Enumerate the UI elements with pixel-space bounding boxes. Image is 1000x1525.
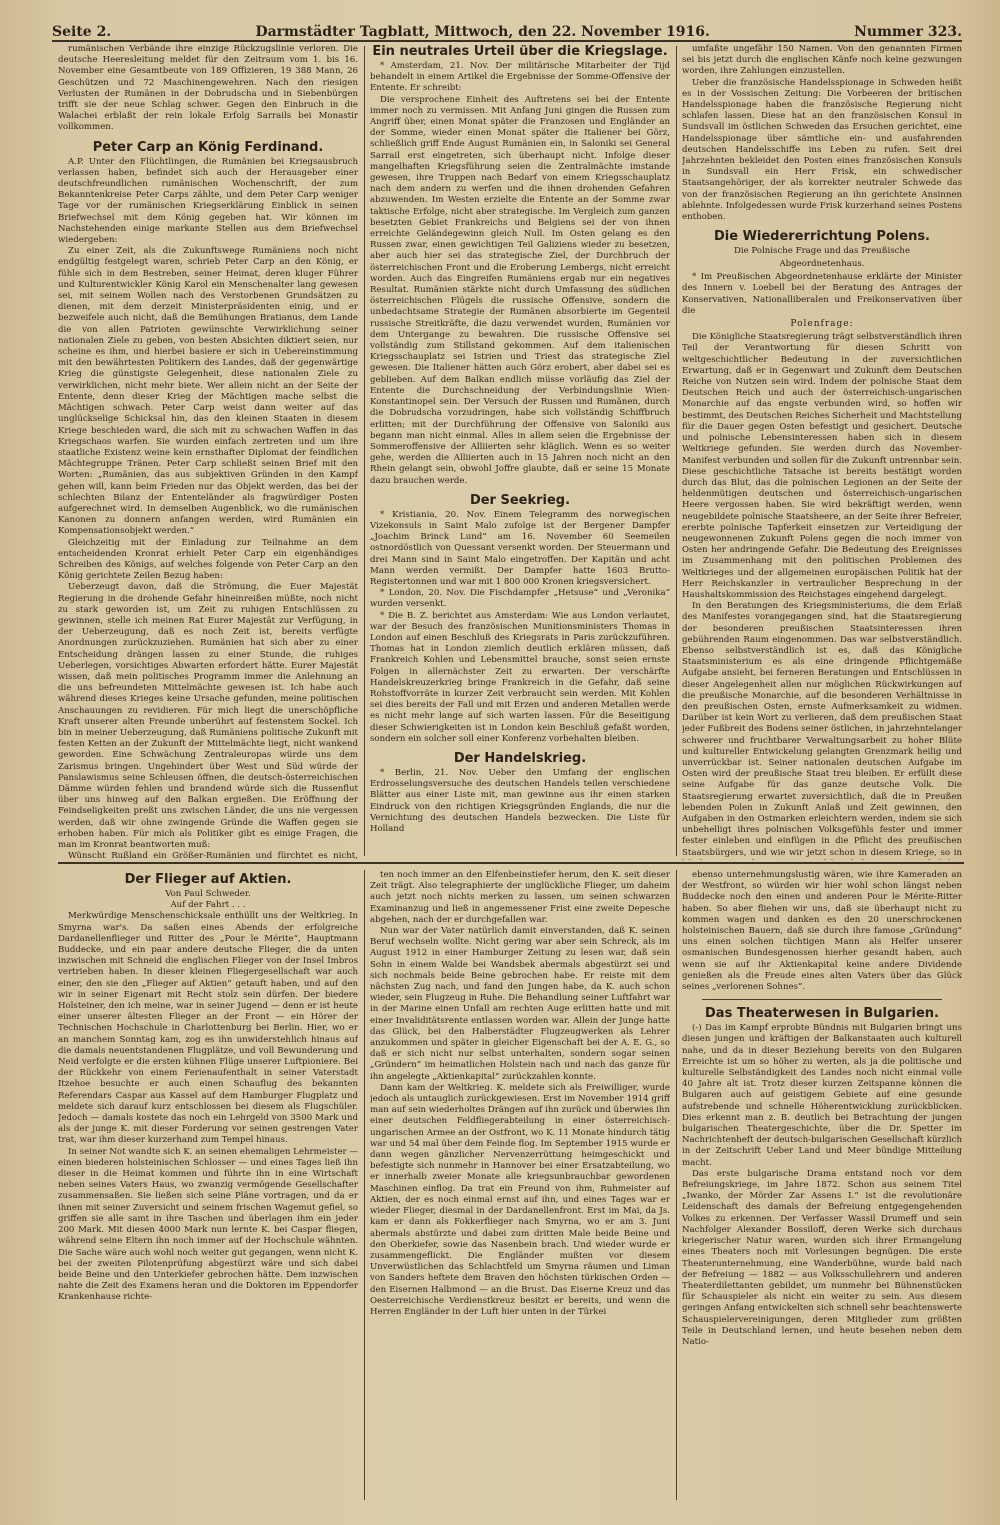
column-3 bbox=[682, 44, 962, 860]
paragraph: In seiner Not wandte sich K. an seinen ehemaligen Lehrmeister — einen biederen holsteinischen Schlosser — und eines Tages ließ ihn dieser in die Heimat kommen und führte ihn in eine Wirtschaft neben seines Vaters Haus, wo zwanzig vermögende Gesellschafter zusammensaßen. Sie ließen sich seine Pläne vortragen, und da er ihnen mit seiner Zuversicht und seinem frischen Wagemut gefiel, so griffen sie alle samt in ihre Taschen und überlagen ihm ein jeder 200 Mark. Mit diesen 4000 Mark nun lernte K. bei Caspar fliegen, während seine Eltern ihn noch immer auf der Hochschule wähnten. Die Sache wäre auch wohl noch weiter gut gegangen, wenn nicht K. bei der zweiten Pilotenprüfung abgestürzt wäre und sich dabei beide Beine und den Unterkiefer gebrochen hätte. Dem inzwischen nahte die Zeit des Examens heran und die Doktoren im Eppendorfer Krankenhause richte- bbox=[58, 1146, 358, 1303]
headline-naval-war: Der Seekrieg. bbox=[469, 492, 571, 508]
paragraph: * Die B. Z. berichtet aus Amsterdam: Wie aus London verlautet, war der Besuch des französischen Munitionsministers Thomas in London auf einen Beschluß des Kriegsrats in Paris zurückzuführen. Thomas hat in London ziemlich deutlich erklären müssen, daß Frankreich Kohlen und Lebensmittel brauche, sonst seien ernste Folgen in allernächster Zeit zu erwarten. Der verschärfte Handelskreuzerkrieg bringe Frankreich in die Gefahr, daß seine Rohstoffvorräte in kurzer Zeit verbraucht sein werden. Mit Kohlen sei dies bereits der Fall und mit Erzen und anderen Metallen werde es nicht mehr lange auf sich warten lassen. Für die Beseitigung dieser Schwierigkeiten ist in London kein Beschluß gefaßt worden, sondern ein solcher soll einer Konferenz vorbehalten bleiben. bbox=[370, 610, 670, 744]
paragraph: Ueberzeugt davon, daß die Strömung, die Euer Majestät Regierung in die drohende Gefahr hineinreißen müßte, noch nicht zu stark geworden ist, um Zeit zu ruhigen Entschlüssen zu gewinnen, stelle ich meinen Rat Eurer Majestät zur Verfügung, in der Ueberzeugung, daß es noch Zeit ist, bereits verfügte Anordnungen zurückzuziehen. Rumänien hat sich aber zu einer Entscheidung drängen lassen zu einer Stunde, die ruhiges Ueberlegen, vorsichtiges Abwarten erfordert hätte. Eurer Majestät wissen, daß mein politisches Programm immer die Anlehnung an die uns befreundeten Mittelmächte gewesen ist. Ich habe auch während dieses Krieges keine Ursache gefunden, meine politischen Anschauungen zu revidieren. Für mich liegt die unerschöpfliche Kraft unserer alten Freunde unberührt auf festenstem Sockel. Ich bin in meiner Ueberzeugung, daß Rumäniens politische Zukunft mit festen Ketten an der Zukunft der Mittelmächte liegt, nicht wankend geworden. Eine Schwächung Zentraleuropas würde uns dem Zarismus bringen. Ungehindert über West und Süd würde der Panslawismus seine Schleusen öffnen, die deutsch-österreichischen Dämme würden fehlen und brandend würde sich die Russenflut über uns hinweg auf den Balkan ergießen. Die Eröffnung der Feindseligkeiten preßt uns zwischen Länder, die uns nie vergessen werden, daß wir ohne zwingende Gründe die Waffen gegen sie erhoben haben. Für mich als Politiker gibt es einige Fragen, die man im Kronrat beantworten muß: bbox=[58, 582, 358, 851]
paragraph: Gleichzeitig mit der Einladung zur Teilnahme an dem entscheidenden Kronrat erhielt Peter Carp ein eigenhändiges Schreiben des Königs, auf welches folgende von Peter Carp an den König gerichtete Zeilen Bezug haben: bbox=[58, 537, 358, 582]
column-rule bbox=[364, 870, 365, 1500]
subheading: Auf der Fahrt . . . bbox=[170, 900, 246, 911]
paragraph: ebenso unternehmungslustig wären, wie ihre Kameraden an der Westfront, so würden wir hier wohl schon längst neben Buddecke noch den einen und anderen Pour le Mérite-Ritter haben. So aber fliehen wir uns, daß sie überhaupt nicht zu kommen wagen und danken es den 20 unerschrockenen holsteinischen Bauern, daß sie durch ihre famose „Gründung“ uns einen solchen tüchtigen Mann als Helfer unserer osmanischen Bundesgenossen hierher gesandt haben, auch wenn sie auf ihr Aktienkapital keine andere Dividende genießen als die Freude eines alten Vaters über das Glück seines „verlorenen Sohnes“. bbox=[682, 870, 962, 993]
paragraph: A.P. Unter den Flüchtlingen, die Rumänien bei Kriegsausbruch verlassen haben, befindet sich auch der Herausgeber einer deutschfreundlichen rumänischen Wochenschrift, der zum Bekanntenkreise Peter Carps zählte, und dem Peter Carp weniger Tage vor der rumänischen Kriegserklärung Einblick in seinen Briefwechsel mit dem König gegeben hat. Wir können im Nachstehenden einige markante Stellen aus dem Briefwechsel wiedergeben: bbox=[58, 156, 358, 246]
paragraph: * Kristiania, 20. Nov. Einem Telegramm des norwegischen Vizekonsuls in Saint Malo zufolge ist der Bergener Dampfer „Joachim Brinck Lund“ am 16. November 60 Seemeilen ostnordöstlich von Quessant versenkt worden. Der Steuermann und drei Mann sind in Saint Malo eingetroffen. Der Kapitän und acht Mann werden vermißt. Der Dampfer hatte 1603 Brutto-Registertonnen und war mit 1 800 000 Kronen kriegsversichert. bbox=[370, 509, 670, 587]
headline-neutral-judgment: Ein neutrales Urteil über die Kriegslage. bbox=[372, 44, 668, 59]
issue-number: Nummer 323. bbox=[854, 24, 962, 40]
column-2 bbox=[370, 44, 670, 860]
paragraph: Die Königliche Staatsregierung trägt selbstverständlich ihren Teil der Verantwortung für diesen Schritt von weltgeschichtlicher Bedeutung in der zuversichtlichen Erwartung, daß er in Gegenwart und Zukunft dem Deutschen Reiche von Nutzen sein wird. Indem der polnische Staat dem Deutschen Reich und auch der österreichisch-ungarischen Monarchie auf das engste verbunden wird, so hoffen wir bestimmt, des Deutschen Reiches Sicherheit und Machtstellung für die Dauer gegen Osten befestigt und gesichert. Deutsche und polnische Lebensinteressen haben sich in diesem Weltkriege gefunden. Sie werden durch das November-Manifest verbunden und sollen für die Zukunft untrennbar sein. Diese geschichtliche Tatsache ist bereits bestätigt worden durch das Blut, das die polnischen Legionen an der Seite der heldenmütigen deutschen und österreichisch-ungarischen Heere vergossen haben. Sie wird bekräftigt werden, wenn neugebildete polnische Staatsheere, an der Seite ihrer Befreier, ererbte polnische Tapferkeit einsetzen zur Verteidigung der neugewonnenen Zukunft Polens gegen die noch immer von Osten her andringende Gefahr. Die Bedeutung des Ereignisses im Zusammenhang mit den politischen Problemen des Weltkrieges und der allgemeinen europäischen Politik hat der Herr Reichskanzler in vertraulicher Besprechung in der Haushaltskommission des Reichstages eingehend dargelegt. bbox=[682, 332, 962, 600]
headline-bulgarian-theater: Das Theaterwesen in Bulgarien. bbox=[705, 1006, 939, 1022]
paragraph: Zu einer Zeit, als die Zukunftswege Rumäniens noch nicht endgültig festgelegt waren, schrieb Peter Carp an den König, er fühle sich in dem Bestreben, seiner Heimat, deren kluger Führer und Kulturentwickler König Karol ein Menschenalter lang gewesen sei, mit seinem Wollen nach des Verstorbenen Grundsätzen zu dienen, mit dem derzeit Ministerpräsidenten einig, und er bezweifele auch nicht, daß die Bemühungen Bratianus, dem Lande die von allen Patrioten gewünschte Verwirklichung seiner nationalen Ziele zu geben, von besten Absichten diktiert seien, nur scheine es ihm, und hierbei basiere er sich in Uebereinstimmung mit den bewährtesten Politikern des Landes, daß der gegenwärtige Krieg die günstigste Gelegenheit, diese nationalen Ziele zu verwirklichen, nicht mehr biete. Wer allein nicht an der Seite der Entente, denn dieser Krieg der Mächtigen mache selbst die Mächtigen schwach. Peter Carp weist dann weiter auf das unglückselige Schicksal hin, das den kleinen Staaten in diesem Kriege beschieden ward, die sich mit zu schwachen Waffen in das Kriegschaos warfen. Sie wurden einfach zertreten und um ihre staatliche Existenz weine kein ernsthafter Diplomat der feindlichen Mächtegruppe Tränen. Peter Carp schließt seinen Brief mit den Worten: „Rumänien, das aus subjektiven Gründen in den Kampf gehen will, kann beim Frieden nur das Objekt werden, das bei der schlechten Bilanz der Ententeländer als fragwürdiger Posten aufgerechnet wird. In demselben Augenblick, wo die rumänischen Kanonen zu donnern anfangen werden, wird Rumänien ein Kompensationsobjekt werden.“ bbox=[58, 246, 358, 537]
paragraph: Wünscht Rußland ein Größer-Rumänien und fürchtet es nicht, bbox=[68, 851, 358, 860]
feuilleton-column-3 bbox=[682, 870, 962, 1510]
subheadline: Die Polnische Frage und das Preußische bbox=[733, 246, 911, 257]
byline: Von Paul Schweder. bbox=[165, 889, 251, 899]
paragraph: Das erste bulgarische Drama entstand noch vor dem Befreiungskriege, im Jahre 1872. Schon aus seinem Titel „Iwanko, der Mörder Zar Assens I.“ ist die revolutionäre Leidenschaft des damals der Befreiung entgegengehenden Volkes zu erkennen. Der Verfasser Wassil Drumeff und sein Nachfolger Alexander Bossiloff, deren Werke sich durchaus kriegerischer Natur waren, wurden sich ihrer Ermangelung eines Theaters noch mit Vorlesungen begnügen. Die erste Theaterunternehmung, eine Wanderbühne, wurde bald nach der Befreiung — 1882 — aus Volksschullehrern und anderen Theaterdilettanten gebildet, um nunmehr bei Bühnenstücken für Schauspieler als nicht ein weiter zu sein. Aus diesem geringen Anfang entwickelten sich schnell sehr beachtenswerte Schauspielervereinigungen, deren Mitglieder zum größten Teile in Deutschland lernen, und heute besehen neben dem Natio- bbox=[682, 1168, 962, 1347]
headline-peter-carp: Peter Carp an König Ferdinand. bbox=[92, 139, 324, 155]
paragraph: umfaßte ungefähr 150 Namen. Von den genannten Firmen sei bis jetzt durch die englischen Känfe noch keine gezwungen worden, ihre Zahlungen einzustellen. bbox=[682, 44, 962, 77]
paragraph: ten noch immer an den Elfenbeinstiefer herum, den K. seit dieser Zeit trägt. Also telegraphierte der unglückliche Flieger, um daheim auch jetzt noch nichts merken zu lassen, um seinen schwarzen Examinanzug und ließ in angemessener Frist eine zweite Depesche abgehen, nach der er durchgefallen war. bbox=[370, 870, 670, 925]
column-1 bbox=[58, 44, 358, 860]
separator bbox=[702, 999, 942, 1000]
feuilleton-column-2 bbox=[370, 870, 670, 1510]
masthead bbox=[52, 14, 962, 42]
subheadline: Abgeordnetenhaus. bbox=[779, 259, 865, 270]
paragraph: Dann kam der Weltkrieg. K. meldete sich als Freiwilliger, wurde jedoch als untauglich zurückgewiesen. Erst im November 1914 griff man auf sein wiederholtes Drängen auf ihn zurück und überwies ihn einer deutschen Feldfliegerabteilung in einer österreichisch-ungarischen Armee an der Ostfront, wo K. 11 Monate hindurch tätig war und 54 mal über dem Feinde flog. Im September 1915 wurde er dann wegen gänzlicher Nervenzerrüttung heimgeschickt und befestigte sich nunmehr in Hannover bei einer Ersatzabteilung, wo er innerhalb zweier Monate alle kriegsunbrauchbar gewordenen Maschinen einflog. Da trat ein Freund von ihm, Ruhmeister auf Aktien, der es noch einmal ernst auf ihn, und eines Tages war er wieder Flieger, diesmal in der Dardanellenfront. Erst im Mai, da Js. kam er dann als Fokkerflieger nach Smyrna, wo er am 3. Juni abermals abstürzte und dabei zum dritten Male beide Beine und den Oberkiefer, sowie das Nasenbein brach. Und wieder wurde er zusammengeflickt. Die Engländer mußten vor diesem Unverwüstlichen das Schlachtfeld um Smyrna räumen und Liman von Sanders heftete dem Braven den höchsten türkischen Orden — den Eisernen Halbmond — an die Brust. Das Eiserne Kreuz und das Oesterreichische Verdienstkreuz besitzt er bereits, und wenn die Herren Engländer in der Luft hier unten in der Türkei bbox=[370, 1082, 670, 1317]
paragraph: Merkwürdige Menschenschicksale enthüllt uns der Weltkrieg. In Smyrna war's. Da saßen eines Abends der erfolgreiche Dardanellenflieger und Ritter des „Pour le Mérite“, Hauptmann Buddecke, und ein paar andere deutsche Flieger, die da unten inzwischen mit Schneid die englischen Flieger von der Insel Imbros vertrieben haben. In dieser kleinen Fliegergesellschaft war auch einer, den sie den „Flieger auf Aktien“ getauft haben, und auf den wir in seiner Eigenart mit Recht stolz sein dürfen. Der biedere Holsteiner, den ich meine, war in seiner Jugend — denn er ist heute einer unserer ältesten Flieger an der Front — ein Hörer der Technischen Hochschule in Charlottenburg bei Berlin. Hier, wo er an manchem Sonntag kam, zog es ihn unwiderstehlich hinaus auf die damals neuentstandenen Flugplätze, und voll Bewunderung und Neid verfolgte er die ersten kühnen Flüge unserer Luftpioniere. Bei der Rückkehr von einem Ferienaufenthalt in seiner Vaterstadt Itzehoe besuchte er auch einen Schauflug des bekannten Referendars Caspar aus Kassel auf dem Hamburger Flugplatz und meldete sich darauf kurz entschlossen bei diesem als Flugschüler. Jedoch — damals kostete das noch ein Lehrgeld von 3500 Mark und als der junge K. mit dieser Forderung vor seinen gestrengen Vater trat, war ihm dieser kurzerhand zum Tempel hinaus. bbox=[58, 911, 358, 1146]
column-rule bbox=[676, 870, 677, 1500]
paragraph: (-) Das im Kampf erprobte Bündnis mit Bulgarien bringt uns diesen jungen und kräftigen der Balkanstaaten auch kulturell nahe, und da in dieser Beziehung bereits von den Bulgaren Erreichte ist um so höher zu werten, als ja die politische und kulturelle Selbständigkeit des Landes noch nicht einmal volle 40 Jahre alt ist. Trotz dieser kurzen Zeitspanne können die Bulgaren auch auf geistigem Gebiete auf eine gesunde aufstrebende und schnelle Höherentwicklung zurückblicken. Dies erkennt man z. B. deutlich bei Betrachtung der jungen bulgarischen Theatergeschichte, über die Dr. Spetter im Nachrichtenheft der deutsch-bulgarischen Gesellschaft kürzlich in der Zeitschrift Ueber Land und Meer bündige Mitteilung macht. bbox=[682, 1023, 962, 1168]
article-continuation: rumänischen Verbände ihre einzige Rückzugslinie verloren. Die deutsche Heeresleitung meldet für den Zeitraum vom 1. bis 16. November eine Gesamtbeute von 189 Offizieren, 19 388 Mann, 26 Geschützen und 72 Maschinengewehren. Nach den riesigen Verlusten der Rumänen in der Dobrudscha und in Siebenbürgen trifft sie der neue Schlag schwer. Gegen den Einbruch in die Walachei erblaßt der rein lokale Erfolg Sarrails bei Monastir vollkommen. bbox=[58, 44, 358, 133]
section-heading: Polenfrage: bbox=[790, 319, 854, 330]
paragraph: * Berlin, 21. Nov. Ueber den Umfang der englischen Erdrosselungsversuche des deutschen Handels teilen verschiedene Blätter aus einer Liste mit, man gewinne aus ihr einen starken Eindruck von den richtigen Kriegsgründen Englands, die nur die Vernichtung des deutschen Handels bezwecken. Die Liste für Holland bbox=[370, 767, 670, 834]
feuilleton-rule bbox=[58, 862, 964, 864]
paragraph: * Amsterdam, 21. Nov. Der militärische Mitarbeiter der Tijd behandelt in einem Artikel die Ergebnisse der Somme-Offensive der Entente. Er schreibt: bbox=[370, 61, 670, 94]
column-rule bbox=[676, 46, 677, 856]
headline-flyer-shares: Der Flieger auf Aktien. bbox=[124, 872, 292, 887]
paragraph: Die versprochene Einheit des Auftretens sei bei der Entente immer noch zu vermissen. Mit Anfang Juni gingen die Russen zum Angriff über, einen Monat später die Franzosen und Engländer an der Somme, wieder einen Monat später die Italiener bei Görz, schließlich griff Ende August Rumänien ein, in Saloniki sei General Sarrail erst eingetreten, sich überhaupt nicht. Infolge dieser mangelhaften Kriegsführung seien die Zentralmächte imstande gewesen, ihre Truppen nach Bedarf von einem Kriegsschauplatz nach dem andern zu werfen und die ihnen drohenden Gefahren abzuwenden. Im Westen erzielte die Entente an der Somme zwar taktische Erfolge, nicht aber strategische. Im Vergleich zum ganzen besetzten Gebiet Frankreichs und Belgiens sei der von ihnen erreichte Geländegewinn gleich Null. Im Osten gelang es den Russen zwar, einen gewichtigen Teil Galiziens wieder zu besetzen, aber auch hier sei das strategische Ziel, der Durchbruch der österreichischen Front und die Eroberung Lembergs, nicht erreicht worden. Auch das Eingreifen Rumäniens ergab nur ein negatives Resultat. Rumänien stärkte nicht durch Umfassung des südlichen österreichischen Flügels die russische Offensive, sondern die unbedachtsame Strategie der Rumänen absorbierte im Gegenteil russische Streitkräfte, die dazu verwendet wurden, Rumänien vor dem Untergange zu bewahren. Die russische Offensive sei vollständig zum Stillstand gekommen. Auf dem italienischen Kriegsschauplatz sei Istrien und Triest das strategische Ziel gewesen. Die Italiener hätten auch Görz erobert, aber dabei sei es geblieben. Auf dem Balkan endlich müsse vorläufig das Ziel der Entente die Durchschneidung der Verbindungslinie Wien-Konstantinopel sein. Der Versuch der Russen und Rumänen, durch die Dobrudscha vorzudringen, habe sich vollständig Schiffbruch erlitten; mit der Durchführung der Offensive von Saloniki aus begann man nicht einmal. Alles in allem seien die Ergebnisse der Sommeroffensive der Alliierten sehr kläglich. Wenn es so weiter gehe, werden die Alliierten auch in 15 Jahren noch nicht an den Rhein gelangt sein, obwohl Joffre glaubte, daß er seine 15 Monate dazu brauchen werde. bbox=[370, 94, 670, 486]
page-number: Seite 2. bbox=[52, 24, 112, 40]
headline-poland: Die Wiedererrichtung Polens. bbox=[713, 229, 930, 245]
newspaper-name-date: Darmstädter Tagblatt, Mittwoch, den 22. November 1916. bbox=[255, 24, 710, 40]
column-rule bbox=[364, 46, 365, 856]
paragraph: In den Beratungen des Kriegsministeriums, die dem Erlaß des Manifestes vorangegangen sind, hat die Staatsregierung der besonderen preußischen Staatsinteressen ihren gebührenden Raum eingenommen. Das war selbstverständlich. Ebenso selbstverständlich ist es, daß das Königliche Staatsministerium es als eine dringende Pflichtgemäße Aufgabe ansieht, bei ferneren Beratungen und Entschlüssen in dieser Angelegenheit allen nur möglichen Rückwirkungen auf die preußische Monarchie, auf die besonderen Verhältnisse in den preußischen Osten, ernste Aufmerksamkeit zu widmen. Darüber ist kein Wort zu verlieren, daß dem preußischen Staat jeder Fußbreit des Bodens seiner östlichen, in jahrzehntelanger schwerer und fruchtbarer Verwaltungsarbeit zu hoher Blüte und kultureller Entwickelung gelangten Grenzmark heilig und unverrückbar ist. Seiner nationalen deutschen Aufgabe im Osten wird der preußische Staat treu bleiben. Er erfüllt diese seine Aufgabe für das ganze deutsche Volk. Die Staatsregierung erwartet zuversichtlich, daß die in Preußen lebenden Polen in Zukunft Anlaß und Zeit gewinnen, den Aufgaben in den Ostmarken erleichtern werden, indem sie sich unbehelligt ihres polnischen Volksgefühls fester und immer fester einleben und einfügen in die Pflicht des preußischen Staatsbürgers, und wie wir jetzt schon in diesem Kriege, so in bbox=[682, 601, 962, 858]
paragraph: Ueber die französische Handelsspionage in Schweden heißt es in der Vossischen Zeitung: Die Vorbeeren der britischen Handelsspionage haben die französische Regierung nicht schlafen lassen. Diese hat an den französischen Konsul in Sundsvall im östlichen Schweden das Ersuchen gerichtet, eine Handelsspionage über sämtliche ein- und ausfahrenden deutschen Handelsschiffe ins Leben zu rufen. Seit drei Jahrzehnten bekleidet den Posten eines französischen Konsuls in Sundsvall ein Herr Frisk, ein schwedischer Staatsangehöriger, der als korrekter neutraler Schwede das von der französischen Regierung an ihn gerichtete Ansinnen ablehnte. Infolgedessen wurde Frisk kurzerhand seines Postens enthoben. bbox=[682, 77, 962, 223]
paragraph: Nun war der Vater natürlich damit einverstanden, daß K. seinen Beruf wechseln wollte. Nicht gering war aber sein Schreck, als im August 1912 in einer Hamburger Zeitung zu lesen war, daß sein Sohn in einem Walde bei Wandsbek abermals abgestürzt sei und sich nochmals beide Beine gebrochen habe. Er reiste mit dem nächsten Zug nach, und fand den Jungen habe, da K. auch schon wieder, sein Flugzeug in Ruhe. Die Behandlung seiner Luftfahrt war in der Marine einen Unfall am rechten Auge erlitten hatte und mit einer Invaliditätsrente entlassen worden war. Allein der Junge hatte das Glück, bei den Halberstädter Flugzeugwerken als Lehrer anzukommen und später in gleicher Eigenschaft bei der A. E. G., so daß er sich nicht nur selbst unterhalten, sondern sogar seinen „Gründern“ im heimatlichen Holstein nach und nach das ganze für ihn angelegte „Aktienkapital“ zurückzahlen konnte. bbox=[370, 926, 670, 1082]
paragraph: * London, 20. Nov. Die Fischdampfer „Hetsuse“ und „Veronika“ wurden versenkt. bbox=[370, 588, 670, 610]
feuilleton-column-1 bbox=[58, 870, 358, 1510]
headline-trade-war: Der Handelskrieg. bbox=[453, 750, 587, 766]
paragraph: * Im Preußischen Abgeordnetenhause erklärte der Minister des Innern v. Loebell bei der Beratung des Antrages der Konservativen, Nationalliberalen und Freikonservativen über die bbox=[682, 272, 962, 316]
